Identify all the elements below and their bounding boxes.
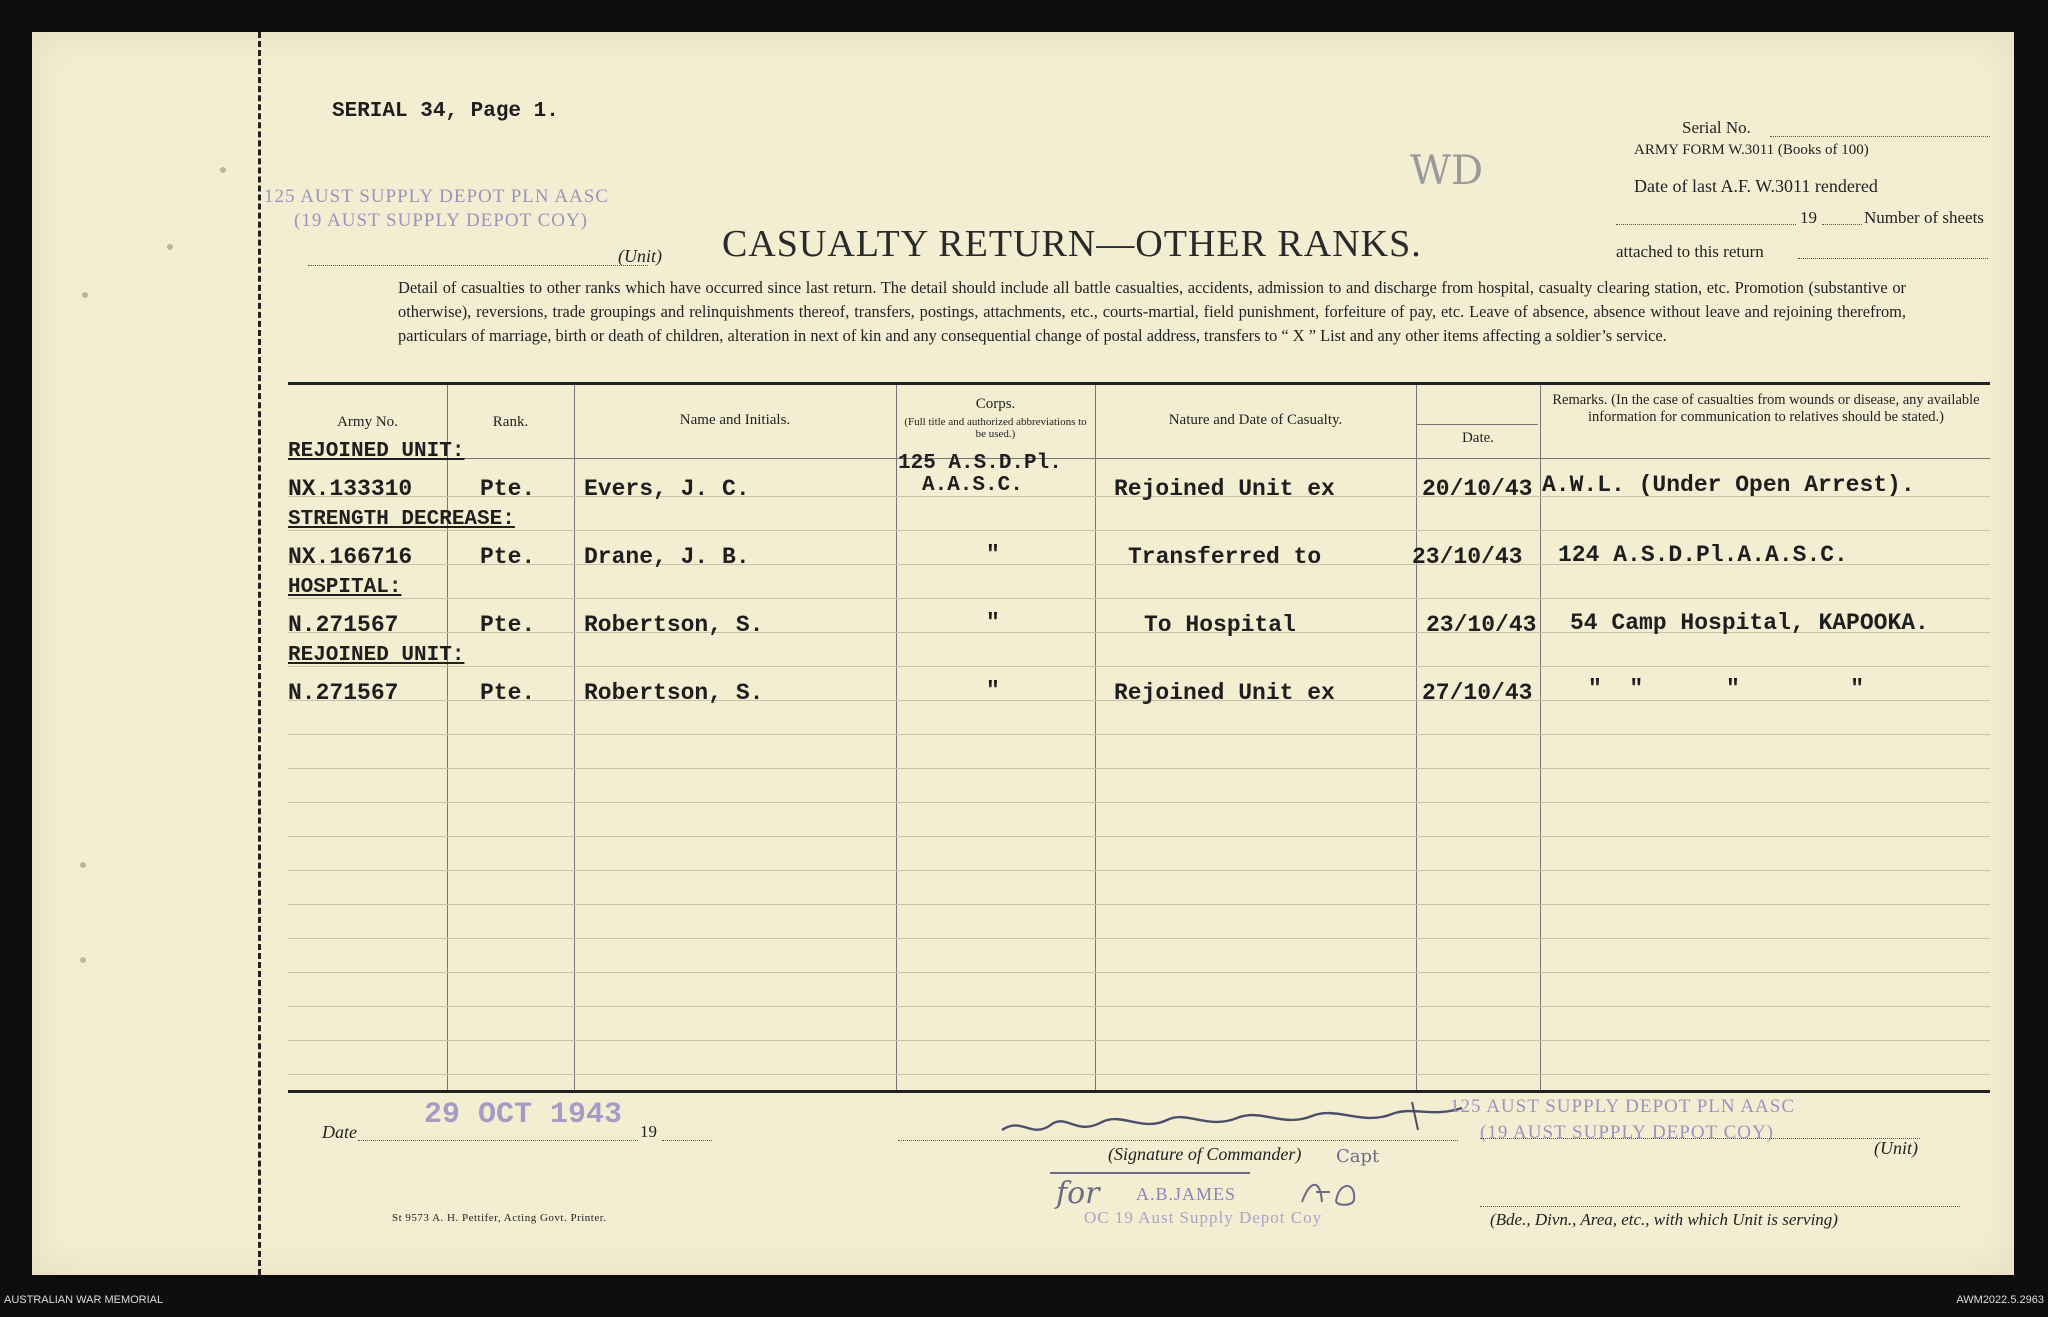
column-divider <box>1416 385 1417 1090</box>
column-divider <box>896 385 897 1090</box>
column-header-nature: Nature and Date of Casualty. <box>1168 412 1343 428</box>
table-row-rank: Pte. <box>480 612 536 638</box>
header-underline <box>288 458 1990 459</box>
date-last-line <box>1616 224 1796 225</box>
serial-page: SERIAL 34, Page 1. <box>332 100 559 123</box>
column-divider <box>1540 385 1541 1090</box>
table-row-name: Evers, J. C. <box>584 476 750 502</box>
ruled-line <box>288 1074 1990 1075</box>
table-row-rank: Pte. <box>480 680 536 706</box>
attached-label: attached to this return <box>1616 242 1764 261</box>
ruled-line <box>288 598 1990 599</box>
archive-reference: AWM2022.5.2963 <box>1956 1294 2044 1306</box>
table-row-corps: 125 A.S.D.Pl. <box>898 452 1062 475</box>
column-divider <box>447 385 448 1090</box>
section-rejoined-unit: REJOINED UNIT: <box>288 644 465 667</box>
attached-line <box>1798 258 1988 259</box>
for-handwritten: for <box>1056 1176 1100 1211</box>
table-row-army-no: NX.166716 <box>288 544 413 570</box>
footer-year-line <box>662 1140 712 1141</box>
handwritten-mark: WD <box>1410 148 1484 194</box>
table-row-corps: " <box>986 610 1000 636</box>
table-row-remarks: A.W.L. (Under Open Arrest). <box>1542 472 1915 498</box>
table-row-rank: Pte. <box>480 544 536 570</box>
column-header-army-no: Army No. <box>337 414 398 430</box>
ruled-line <box>288 836 1990 837</box>
signature-line <box>898 1140 1458 1141</box>
unit-stamp-line1: 125 AUST SUPPLY DEPOT PLN AASC <box>264 186 610 207</box>
table-row-army-no: NX.133310 <box>288 476 413 502</box>
punch-mark <box>167 244 173 250</box>
table-row-name: Robertson, S. <box>584 680 764 706</box>
signature-label: (Signature of Commander) <box>1108 1144 1302 1164</box>
ruled-line <box>288 734 1990 735</box>
table-row-rank: Pte. <box>480 476 536 502</box>
footer-unit-label: (Unit) <box>1874 1138 1918 1158</box>
section-rejoined-unit: REJOINED UNIT: <box>288 440 465 463</box>
table-row-date: 20/10/43 <box>1422 476 1533 502</box>
unit-line <box>308 265 648 266</box>
footer-unit-line <box>1480 1138 1920 1139</box>
table-top-rule <box>288 382 1990 385</box>
column-header-corps: Corps. <box>975 396 1016 412</box>
name-stamp: A.B.JAMES <box>1136 1184 1237 1204</box>
capt-handwritten: Capt <box>1336 1146 1380 1167</box>
table-row-army-no: N.271567 <box>288 680 399 706</box>
table-row-remarks: 124 A.S.D.Pl.A.A.S.C. <box>1558 542 1848 568</box>
ruled-line <box>288 938 1990 939</box>
ruled-line <box>288 802 1990 803</box>
footer-unit-stamp-line1: 125 AUST SUPPLY DEPOT PLN AASC <box>1450 1096 1796 1117</box>
table-row-corps: A.A.S.C. <box>922 474 1023 497</box>
ruled-line <box>288 1040 1990 1041</box>
initials-signature <box>1296 1172 1366 1212</box>
table-row-date: 23/10/43 <box>1412 544 1523 570</box>
perforation-line <box>258 32 261 1275</box>
serving-label: (Bde., Divn., Area, etc., with which Unit is serving) <box>1490 1210 1838 1229</box>
punch-mark <box>82 292 88 298</box>
punch-mark <box>220 167 226 173</box>
ruled-line <box>288 768 1990 769</box>
ruled-line <box>288 904 1990 905</box>
table-row-nature: Rejoined Unit ex <box>1114 476 1335 502</box>
ruled-line <box>288 870 1990 871</box>
document-page <box>32 32 2014 1275</box>
punch-mark <box>80 957 86 963</box>
column-header-date: Date. <box>1461 430 1495 446</box>
strike-line <box>1050 1172 1250 1174</box>
year-line <box>1822 224 1862 225</box>
date-last-label: Date of last A.F. W.3011 rendered <box>1634 176 1878 196</box>
column-divider <box>574 385 575 1090</box>
table-row-name: Robertson, S. <box>584 612 764 638</box>
table-row-nature: Transferred to <box>1128 544 1322 570</box>
table-row-remarks: 54 Camp Hospital, KAPOOKA. <box>1570 610 1929 636</box>
unit-label: (Unit) <box>618 246 662 266</box>
table-row-corps: " <box>986 542 1000 568</box>
table-bottom-rule <box>288 1090 1990 1093</box>
army-form: ARMY FORM W.3011 (Books of 100) <box>1634 142 1869 158</box>
column-header-name: Name and Initials. <box>679 412 791 428</box>
serial-no-line <box>1770 136 1990 137</box>
date-stamp: 29 OCT 1943 <box>424 1098 623 1132</box>
table-row-army-no: N.271567 <box>288 612 399 638</box>
column-header-rank: Rank. <box>492 414 529 430</box>
table-row-date: 23/10/43 <box>1426 612 1537 638</box>
date-header-rule <box>1416 424 1538 425</box>
form-title: CASUALTY RETURN—OTHER RANKS. <box>722 223 1422 265</box>
serving-line <box>1480 1206 1960 1207</box>
section-hospital: HOSPITAL: <box>288 576 402 599</box>
footer-unit-stamp-line2: (19 AUST SUPPLY DEPOT COY) <box>1480 1122 1775 1143</box>
column-header-corps-note: (Full title and authorized abbreviations to be used.) <box>904 416 1087 440</box>
oc-stamp: OC 19 Aust Supply Depot Coy <box>1084 1208 1323 1227</box>
table-row-nature: Rejoined Unit ex <box>1114 680 1335 706</box>
printer-imprint: St 9573 A. H. Pettifer, Acting Govt. Printer. <box>392 1212 607 1224</box>
table-row-corps: " <box>986 678 1000 704</box>
column-divider <box>1095 385 1096 1090</box>
unit-stamp-line2: (19 AUST SUPPLY DEPOT COY) <box>294 210 589 231</box>
table-row-remarks: " " " " <box>1588 676 1865 702</box>
punch-mark <box>80 862 86 868</box>
instructions-paragraph: Detail of casualties to other ranks which have occurred since last return. The detail should include all battle casualties, accidents, admission to and discharge from hospital, casualty clearing station, etc. Promotion (substantive or otherwise), reversions, trade groupings and relinquishments thereof, transfers, postings, attachments, etc., courts-martial, field punishment, forfeiture of pay, etc. Leave of absence, absence without leave and rejoining therefrom, particulars of marriage, birth or death of children, alteration in next of kin and any consequential change of postal address, transfers to “ X ” List and any other items affecting a soldier’s service. <box>398 278 1906 345</box>
footer-date-label: Date <box>322 1122 357 1142</box>
ruled-line <box>288 530 1990 531</box>
ruled-line <box>288 666 1990 667</box>
footer-year-prefix: 19 <box>640 1122 657 1141</box>
ruled-line <box>288 972 1990 973</box>
column-header-remarks: Remarks. (In the case of casualties from wounds or disease, any available information for communication to relatives should be stated.) <box>1552 392 1980 425</box>
year-prefix: 19 <box>1800 208 1817 227</box>
footer-date-line <box>358 1140 638 1141</box>
section-strength-decrease: STRENGTH DECREASE: <box>288 508 515 531</box>
serial-no-label: Serial No. <box>1682 118 1751 137</box>
ruled-line <box>288 1006 1990 1007</box>
archive-credit: AUSTRALIAN WAR MEMORIAL <box>4 1294 164 1306</box>
table-row-nature: To Hospital <box>1144 612 1296 638</box>
table-row-date: 27/10/43 <box>1422 680 1533 706</box>
table-row-name: Drane, J. B. <box>584 544 750 570</box>
number-sheets-label: Number of sheets <box>1864 208 1984 227</box>
